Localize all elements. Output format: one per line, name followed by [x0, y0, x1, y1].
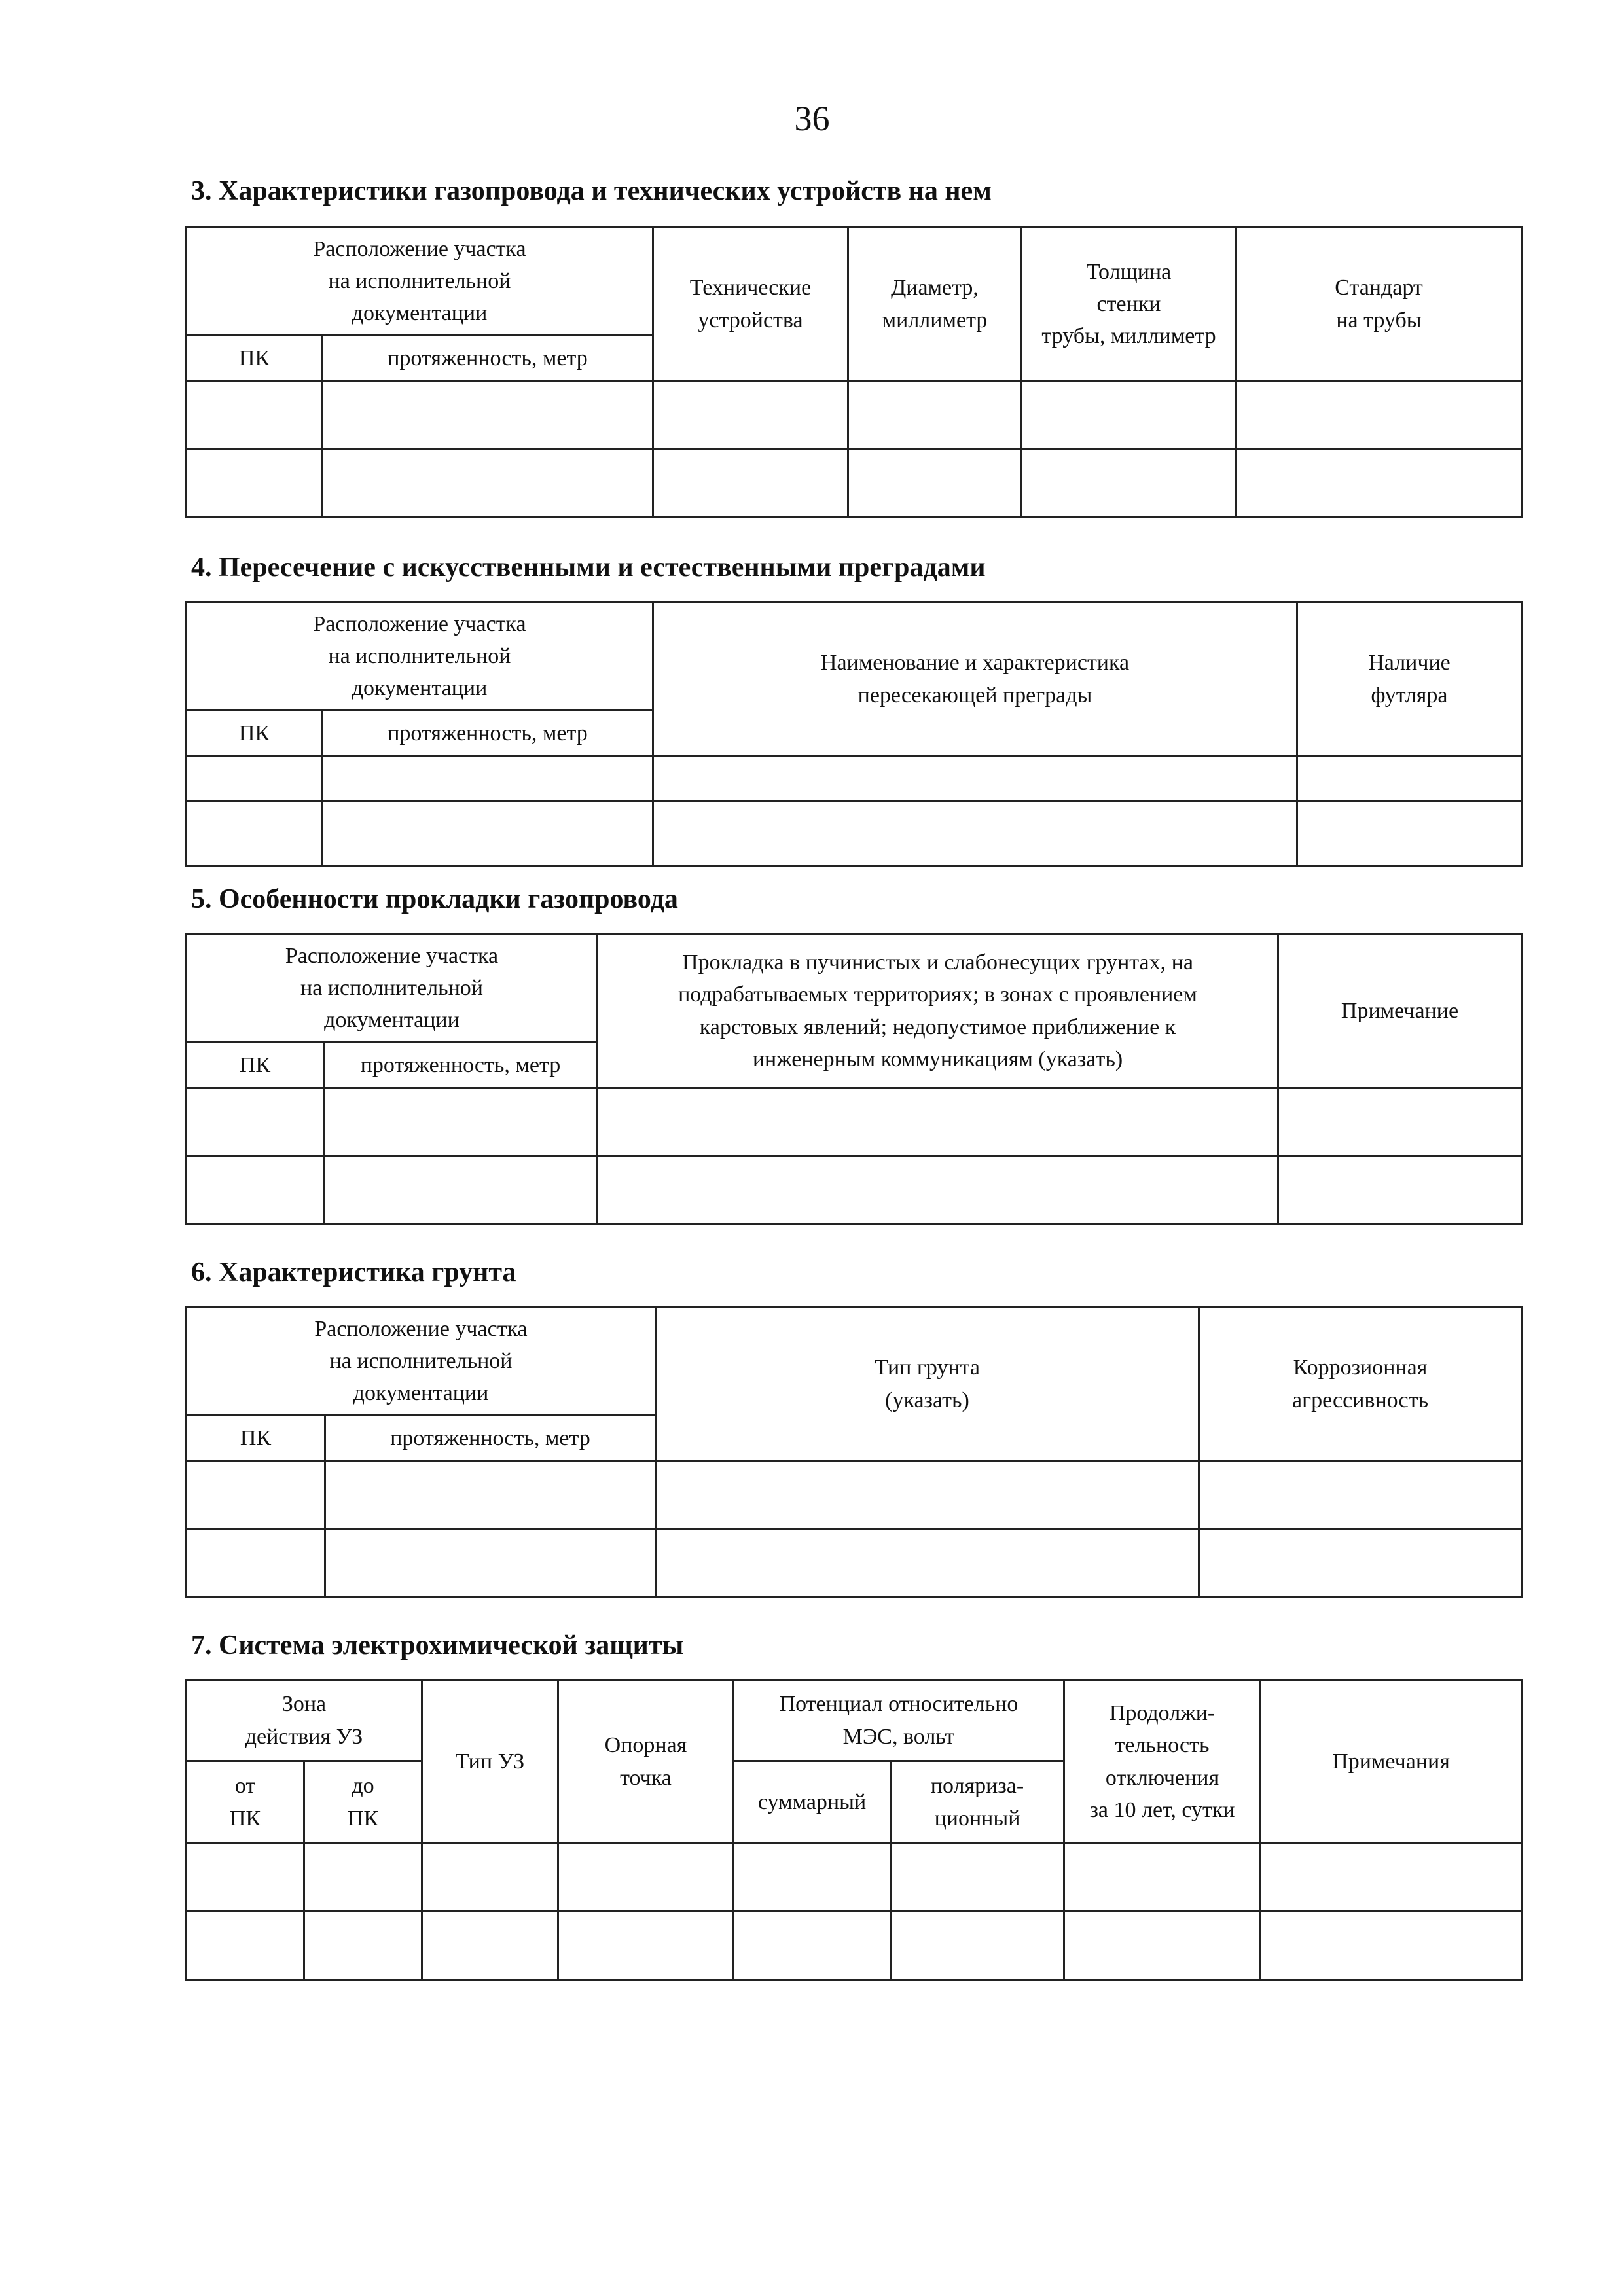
pk-header: ПК — [187, 1043, 324, 1088]
table-cell[interactable] — [598, 1157, 1278, 1225]
length-header: протяженность, метр — [323, 711, 653, 757]
table-cell[interactable] — [1199, 1530, 1522, 1598]
table-cell[interactable] — [304, 1844, 422, 1912]
table-row — [187, 1844, 1522, 1912]
soil-type-header: Тип грунта (указать) — [656, 1307, 1199, 1462]
total-potential-header: суммарный — [734, 1761, 891, 1844]
location-header: Расположение участка на исполнительной документации — [187, 602, 653, 711]
table-cell[interactable] — [1297, 801, 1522, 867]
table-cell[interactable] — [656, 1530, 1199, 1598]
outage-duration-header: Продолжи- тельность отключения за 10 лет, сутки — [1064, 1680, 1261, 1844]
table-cell[interactable] — [1297, 757, 1522, 801]
section-3-table — [185, 226, 1523, 518]
table-cell[interactable] — [1278, 1088, 1522, 1157]
table-cell[interactable] — [422, 1912, 558, 1980]
notes-header: Примечания — [1261, 1680, 1522, 1844]
table-cell[interactable] — [187, 382, 323, 450]
table-row — [187, 801, 1522, 867]
table-cell[interactable] — [323, 757, 653, 801]
table-cell[interactable] — [187, 1844, 304, 1912]
table-cell[interactable] — [1261, 1844, 1522, 1912]
corrosion-header: Коррозионная агрессивность — [1199, 1307, 1522, 1462]
length-header: протяженность, метр — [325, 1416, 656, 1462]
table-row — [187, 1530, 1522, 1598]
table-cell[interactable] — [653, 801, 1297, 867]
table-cell[interactable] — [324, 1157, 598, 1225]
diameter-header: Диаметр, миллиметр — [848, 227, 1022, 382]
pk-header: ПК — [187, 336, 323, 382]
table-cell[interactable] — [1278, 1157, 1522, 1225]
table-cell[interactable] — [187, 1157, 324, 1225]
table-cell[interactable] — [422, 1844, 558, 1912]
pk-header: ПК — [187, 1416, 325, 1462]
table-cell[interactable] — [848, 450, 1022, 518]
section-6-table — [185, 1306, 1523, 1598]
potential-header: Потенциал относительно МЭС, вольт — [734, 1680, 1064, 1761]
table-cell[interactable] — [653, 382, 848, 450]
location-header: Расположение участка на исполнительной документации — [187, 934, 598, 1043]
table-cell[interactable] — [1022, 450, 1236, 518]
from-pk-header: от ПК — [187, 1761, 304, 1844]
table-row — [187, 757, 1522, 801]
technical-devices-header: Технические устройства — [653, 227, 848, 382]
table-cell[interactable] — [1064, 1844, 1261, 1912]
wall-thickness-header: Толщина стенки трубы, миллиметр — [1022, 227, 1236, 382]
table-cell[interactable] — [891, 1912, 1064, 1980]
laying-features-header: Прокладка в пучинистых и слабонесущих грунтах, на подрабатываемых территориях; в зонах с проявлением карстовых явлений; недопустимое приближение к инженерным коммуникациям (указать) — [598, 934, 1278, 1088]
table-cell[interactable] — [187, 801, 323, 867]
table-cell[interactable] — [891, 1844, 1064, 1912]
table-cell[interactable] — [187, 1462, 325, 1530]
table-cell[interactable] — [1064, 1912, 1261, 1980]
table-cell[interactable] — [598, 1088, 1278, 1157]
location-header: Расположение участка на исполнительной документации — [187, 227, 653, 336]
unit-type-header: Тип УЗ — [422, 1680, 558, 1844]
section-3-title: 3. Характеристики газопровода и технических устройств на нем — [191, 176, 992, 206]
table-cell[interactable] — [1022, 382, 1236, 450]
table-cell[interactable] — [323, 382, 653, 450]
table-cell[interactable] — [1236, 450, 1522, 518]
table-row — [187, 1462, 1522, 1530]
polarization-potential-header: поляриза- ционный — [891, 1761, 1064, 1844]
table-cell[interactable] — [187, 757, 323, 801]
to-pk-header: до ПК — [304, 1761, 422, 1844]
length-header: протяженность, метр — [323, 336, 653, 382]
table-cell[interactable] — [304, 1912, 422, 1980]
table-cell[interactable] — [734, 1912, 891, 1980]
casing-header: Наличие футляра — [1297, 602, 1522, 757]
table-cell[interactable] — [187, 1088, 324, 1157]
table-cell[interactable] — [325, 1462, 656, 1530]
table-cell[interactable] — [187, 1530, 325, 1598]
section-7-table — [185, 1679, 1523, 1981]
table-cell[interactable] — [653, 450, 848, 518]
table-cell[interactable] — [1236, 382, 1522, 450]
table-row — [187, 1157, 1522, 1225]
table-cell[interactable] — [187, 450, 323, 518]
table-cell[interactable] — [558, 1912, 734, 1980]
table-cell[interactable] — [324, 1088, 598, 1157]
section-5-title: 5. Особенности прокладки газопровода — [191, 884, 678, 914]
table-cell[interactable] — [653, 757, 1297, 801]
table-cell[interactable] — [848, 382, 1022, 450]
table-cell[interactable] — [1199, 1462, 1522, 1530]
section-5-table — [185, 933, 1523, 1225]
pipe-standard-header: Стандарт на трубы — [1236, 227, 1522, 382]
table-cell[interactable] — [1261, 1912, 1522, 1980]
table-row — [187, 1912, 1522, 1980]
table-cell[interactable] — [558, 1844, 734, 1912]
location-header: Расположение участка на исполнительной документации — [187, 1307, 656, 1416]
pk-header: ПК — [187, 711, 323, 757]
section-4-table — [185, 601, 1523, 867]
table-row — [187, 450, 1522, 518]
note-header: Примечание — [1278, 934, 1522, 1088]
obstacle-header: Наименование и характеристика пересекающей преграды — [653, 602, 1297, 757]
section-4-title: 4. Пересечение с искусственными и естественными преградами — [191, 552, 986, 583]
section-7-title: 7. Система электрохимической защиты — [191, 1630, 684, 1660]
table-cell[interactable] — [323, 450, 653, 518]
table-cell[interactable] — [187, 1912, 304, 1980]
length-header: протяженность, метр — [324, 1043, 598, 1088]
zone-header: Зона действия УЗ — [187, 1680, 422, 1761]
section-6-title: 6. Характеристика грунта — [191, 1257, 516, 1287]
table-cell[interactable] — [325, 1530, 656, 1598]
table-cell[interactable] — [656, 1462, 1199, 1530]
table-row — [187, 382, 1522, 450]
table-cell[interactable] — [734, 1844, 891, 1912]
table-row — [187, 1088, 1522, 1157]
reference-point-header: Опорная точка — [558, 1680, 734, 1844]
page-number: 36 — [794, 99, 830, 138]
table-cell[interactable] — [323, 801, 653, 867]
